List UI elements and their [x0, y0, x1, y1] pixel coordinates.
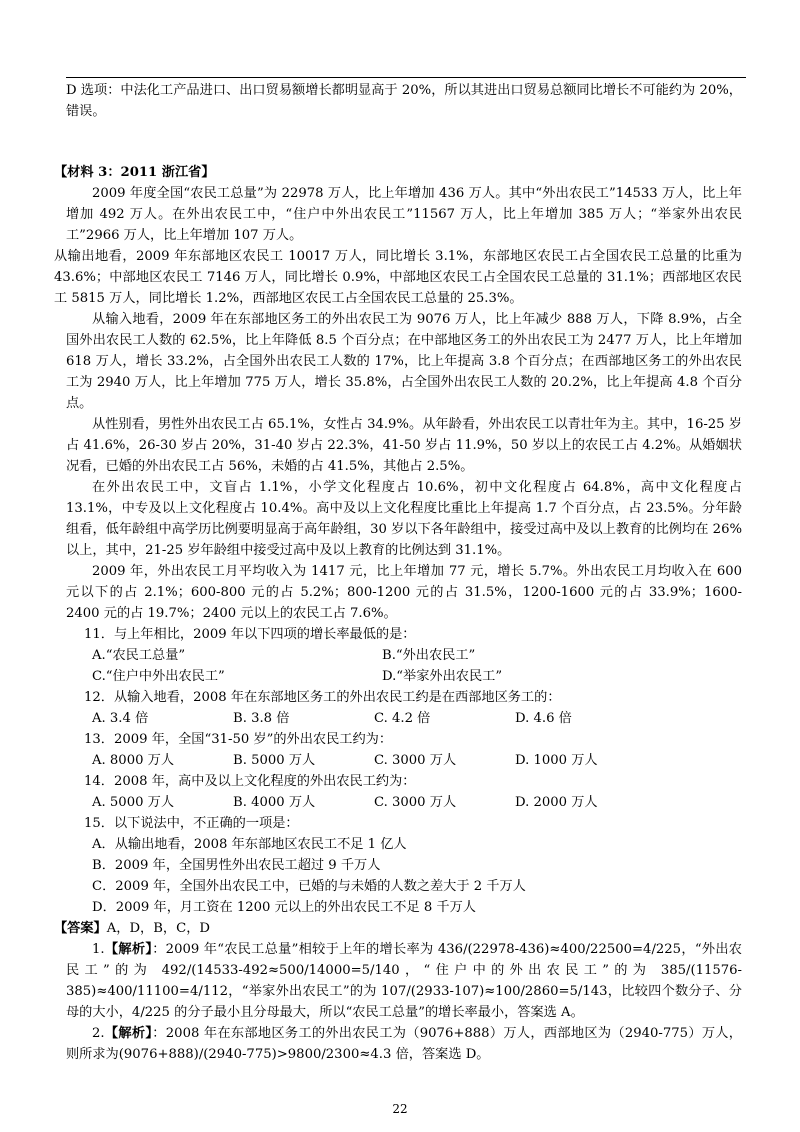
option-c[interactable]: C.“住户中外出农民工” — [92, 669, 225, 684]
explanation-text: ：2008 年在东部地区务工的外出农民工为（9076+888）万人，西部地区为（2940-775）万人，则所求为(9076+888)/(2940-775)>9800/2300≈4.3 倍，答案选 D。 — [66, 1026, 742, 1062]
question-stem: 12．从输入地看，2008 年在东部地区务工的外出农民工约是在西部地区务工的： — [84, 690, 561, 705]
option-a[interactable]: A. 3.4 倍 — [92, 711, 149, 726]
explanation-2 — [66, 1023, 742, 1065]
paragraph-6: 2009 年，外出农民工月平均收入为 1417 元，比上年增加 77 元，增长 5.7%。外出农民工月均收入在 600 元以下的占 2.1%；600-800 元的占 5.2%；800-1200 元的占 31.5%，1200-1600 元的占 33.9%；1600-2400 元的占 19.7%；2400 元以上的农民工占 7.6%。 — [66, 564, 742, 621]
answer-label: 【答案】 — [54, 921, 107, 936]
option-b[interactable]: B．2009 年，全国男性外出农民工超过 9 千万人 — [92, 858, 381, 873]
question-stem: 13．2009 年，全国“31-50 岁”的外出农民工约为： — [84, 732, 393, 747]
option-d[interactable]: D．2009 年，月工资在 1200 元以上的外出农民工不足 8 千万人 — [92, 900, 476, 915]
material-section — [54, 162, 742, 1065]
explanation-label: 【解析】 — [104, 942, 153, 957]
top-paragraph: D 选项：中法化工产品进口、出口贸易额增长都明显高于 20%，所以其进出口贸易总额同比增长不可能约为 20%，错误。 — [66, 83, 742, 119]
option-d[interactable]: D.“举家外出农民工” — [382, 669, 503, 684]
question-12 — [66, 687, 742, 729]
option-b[interactable]: B. 3.8 倍 — [233, 711, 290, 726]
answer-text: A，D，B，C，D — [106, 921, 210, 936]
option-a[interactable]: A.“农民工总量” — [92, 648, 186, 663]
option-c[interactable]: C. 4.2 倍 — [374, 711, 431, 726]
question-stem: 14．2008 年，高中及以上文化程度的外出农民工约为： — [84, 774, 416, 789]
option-d[interactable]: D. 4.6 倍 — [515, 711, 572, 726]
option-d[interactable]: D. 2000 万人 — [515, 795, 598, 810]
explanation-text: ：2009 年“农民工总量”相较于上年的增长率为 436/(22978-436)≈400/22500=4/225，“外出农民工”的为 492/(14533-492≈500/14000=5/140，“住户中的外出农民工”的为 385/(11576-385)≈400/11100=4/112，“举家外出农民工”的为 107/(2933-107)≈100/2860=5/143，比较四个数分子、分母的大小，4/225 的分子最小且分母最大，所以“农民工总量”的增长率最小，答案选 A。 — [66, 942, 742, 1020]
option-a[interactable]: A．从输出地看，2008 年东部地区农民工不足 1 亿人 — [92, 837, 407, 852]
option-d[interactable]: D. 1000 万人 — [515, 753, 598, 768]
option-c[interactable]: C. 3000 万人 — [374, 795, 457, 810]
option-a[interactable]: A. 8000 万人 — [92, 753, 175, 768]
option-c[interactable]: C. 3000 万人 — [374, 753, 457, 768]
question-11 — [66, 624, 742, 687]
explanation-number: 1. — [92, 942, 105, 957]
option-b[interactable]: B.“外出农民工” — [382, 648, 476, 663]
paragraph-3: 从输入地看，2009 年在东部地区务工的外出农民工为 9076 万人，比上年减少 888 万人，下降 8.9%，占全国外出农民工人数的 62.5%，比上年降低 8.5 个百分点；在中部地区务工的外出农民工为 2477 万人，比上年增加 618 万人，增长 33.2%，占全国外出农民工人数的 17%，比上年提高 3.8 个百分点；在西部地区务工的外出农民工为 2940 万人，比上年增加 775 万人，增长 35.8%，占全国外出农民工人数的 20.2%，比上年提高 4.8 个百分点。 — [66, 312, 742, 411]
option-c[interactable]: C．2009 年，全国外出农民工中，已婚的与未婚的人数之差大于 2 千万人 — [92, 879, 526, 894]
question-stem: 11．与上年相比，2009 年以下四项的增长率最低的是： — [84, 627, 416, 642]
question-stem: 15．以下说法中，不正确的一项是： — [84, 816, 299, 831]
explanation-1 — [66, 939, 742, 1023]
paragraph-5: 在外出农民工中，文盲占 1.1%，小学文化程度占 10.6%，初中文化程度占 64.8%，高中文化程度占 13.1%，中专及以上文化程度占 10.4%。高中及以上文化程度比重比上年提高 1.7 个百分点，占 23.5%。分年龄组看，低年龄组中高学历比例要明显高于高年龄组，30 岁以下各年龄组中，接受过高中及以上教育的比例均在 26%以上，其中，21-25 岁年龄组中接受过高中及以上教育的比例达到 31.1%。 — [66, 480, 742, 558]
question-14 — [66, 771, 742, 813]
answer-line — [54, 918, 742, 939]
page-number: 22 — [392, 1102, 408, 1116]
explanation-number: 2. — [92, 1026, 105, 1041]
paragraph-1: 2009 年度全国“农民工总量”为 22978 万人，比上年增加 436 万人。其中“外出农民工”14533 万人，比上年增加 492 万人。在外出农民工中，“住户中外出农民工”11567 万人，比上年增加 385 万人；“举家外出农民工”2966 万人，比上年增加 107 万人。 — [66, 186, 742, 243]
option-b[interactable]: B. 5000 万人 — [233, 753, 316, 768]
explanation-label: 【解析】 — [104, 1026, 153, 1041]
option-b[interactable]: B. 4000 万人 — [233, 795, 316, 810]
material-header: 【材料 3：2011 浙江省】 — [54, 165, 215, 180]
paragraph-2: 从输出地看，2009 年东部地区农民工 10017 万人，同比增长 3.1%，东部地区农民工占全国农民工总量的比重为 43.6%；中部地区农民工 7146 万人，同比增长 0.9%，中部地区农民工占全国农民工总量的 31.1%；西部地区农民工 5815 万人，同比增长 1.2%，西部地区农民工占全国农民工总量的 25.3%。 — [54, 249, 742, 306]
question-15 — [66, 813, 742, 918]
option-a[interactable]: A. 5000 万人 — [92, 795, 175, 810]
paragraph-4: 从性别看，男性外出农民工占 65.1%，女性占 34.9%。从年龄看，外出农民工以青壮年为主。其中，16-25 岁占 41.6%，26-30 岁占 20%，31-40 岁占 22.3%，41-50 岁占 11.9%，50 岁以上的农民工占 4.2%。从婚姻状况看，已婚的外出农民工占 56%，未婚的占 41.5%，其他占 2.5%。 — [66, 417, 742, 474]
top-rule — [66, 77, 746, 78]
question-13 — [66, 729, 742, 771]
